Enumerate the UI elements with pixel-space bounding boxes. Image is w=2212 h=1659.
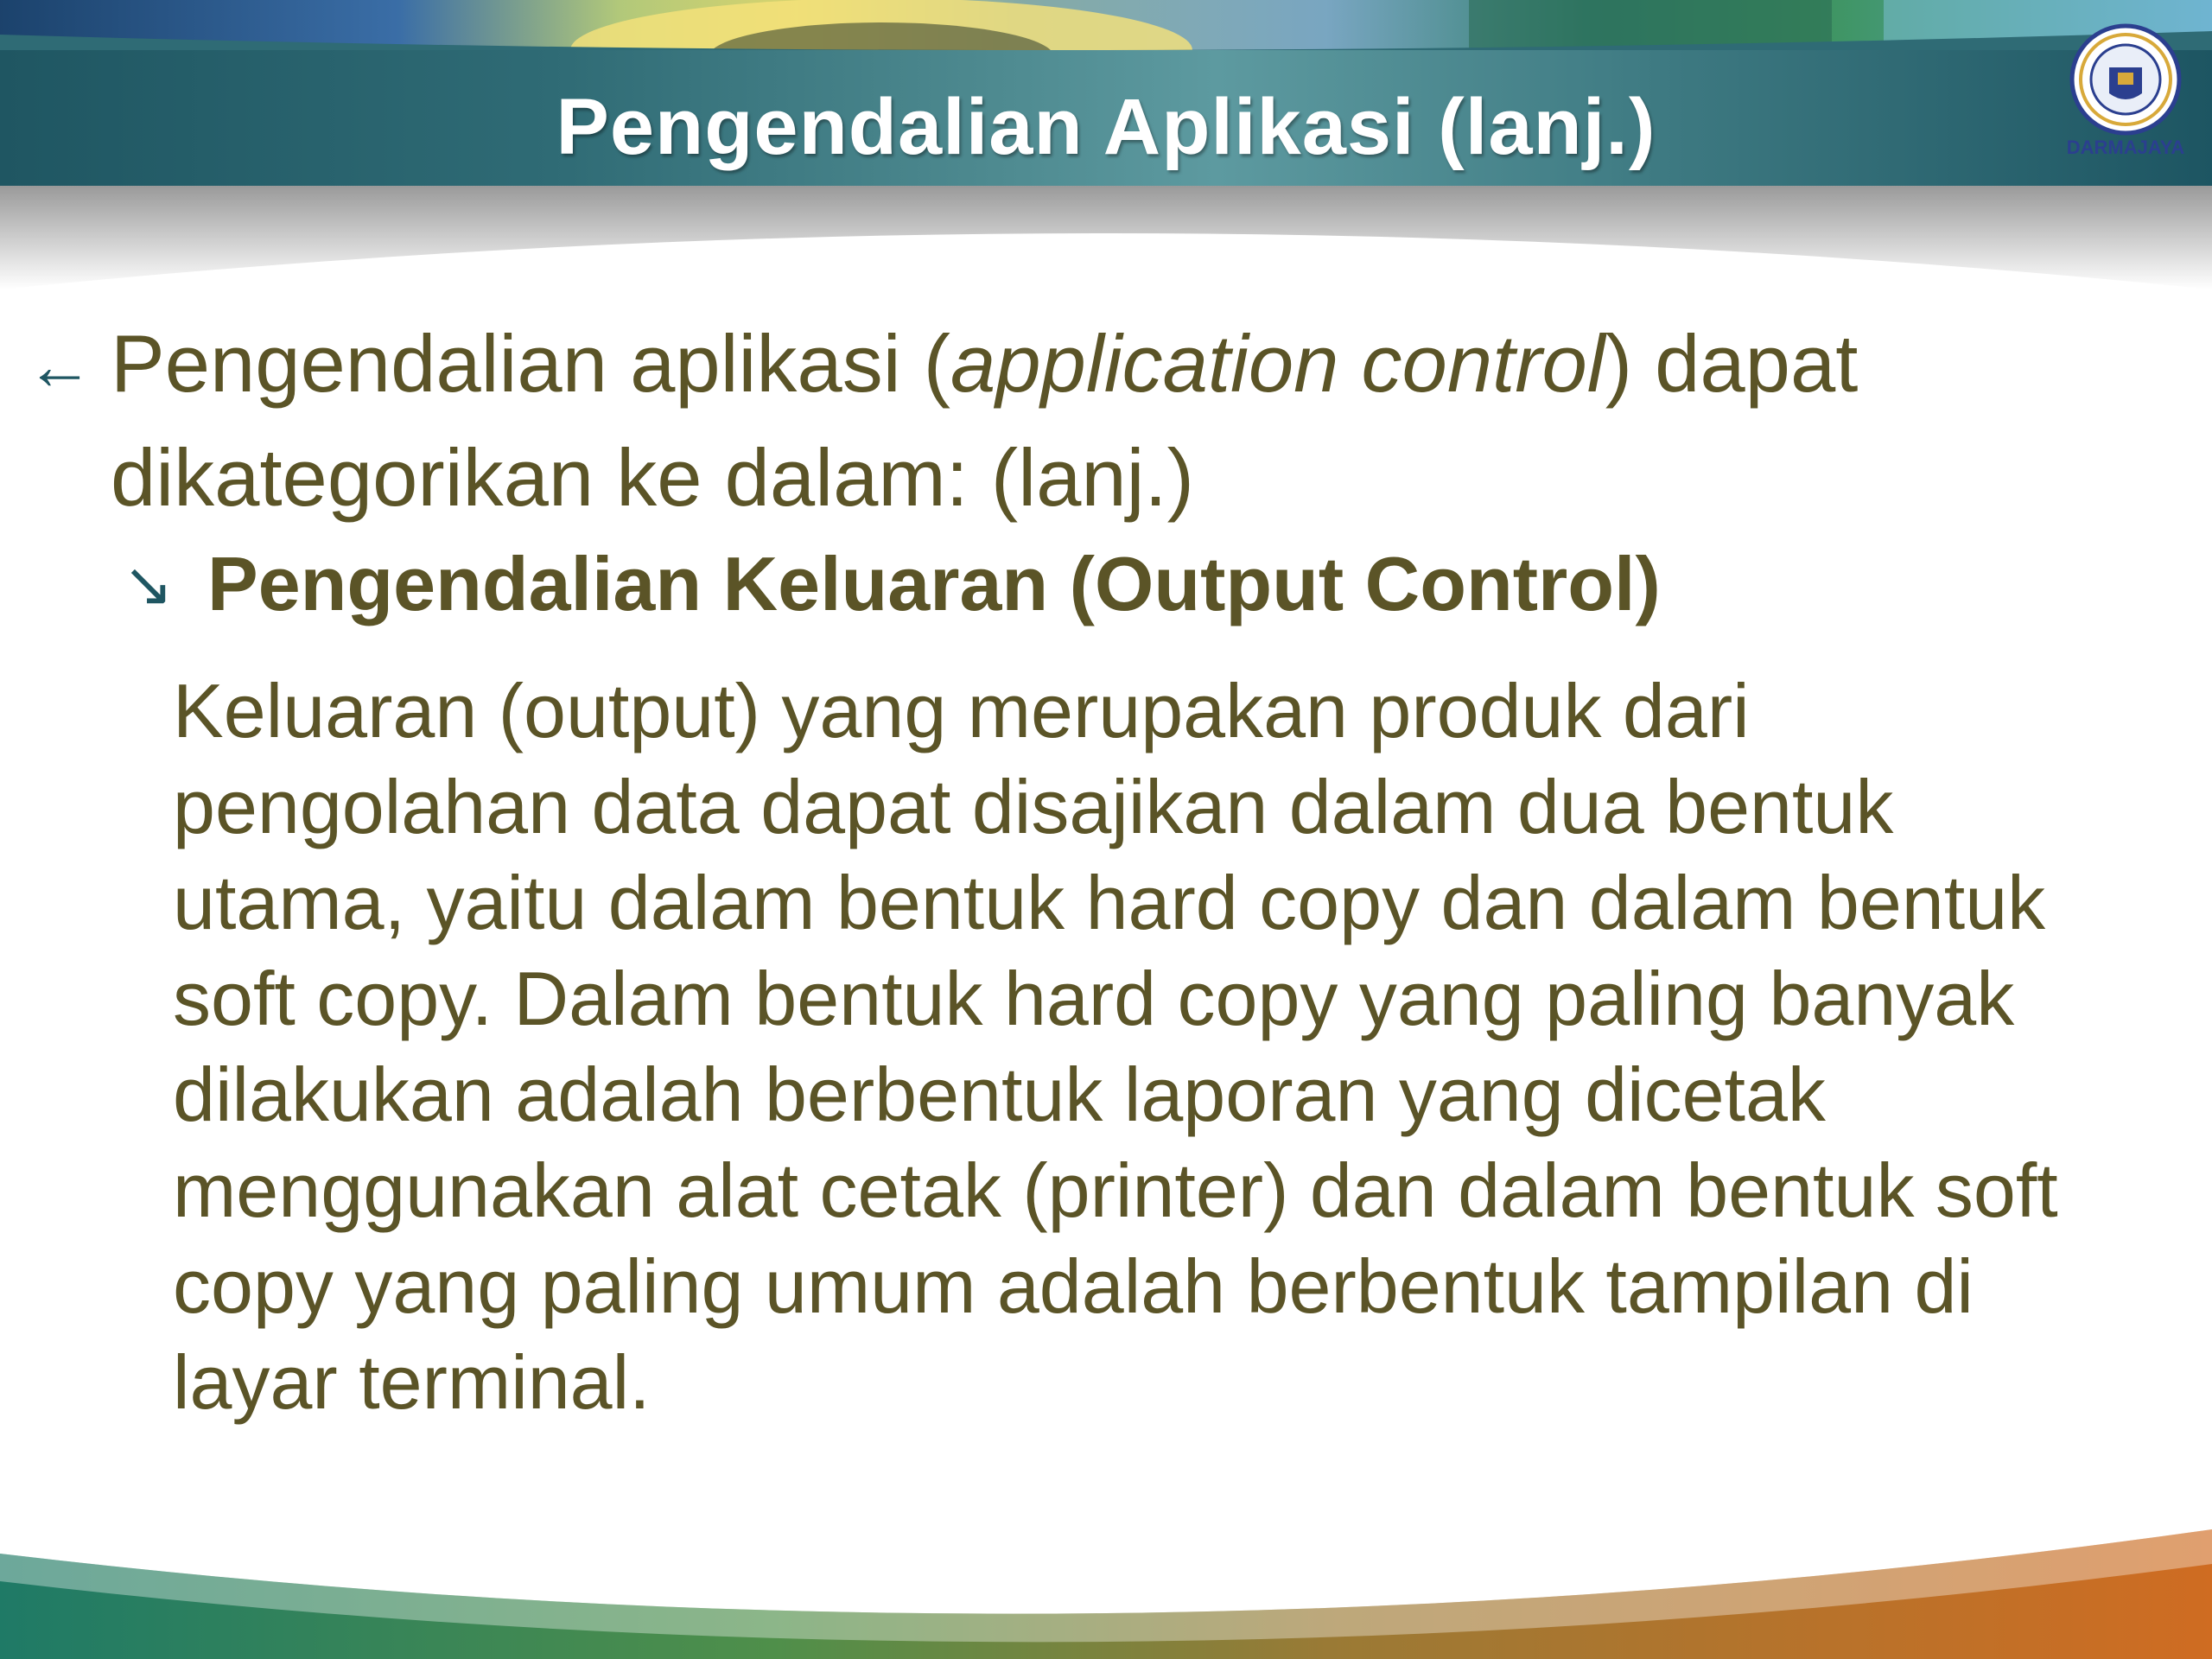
paragraph-line: utama, yaitu dalam bentuk hard copy dan dalam bentuk (173, 860, 2046, 945)
paragraph-line: Keluaran (output) yang merupakan produk dari (173, 668, 1750, 753)
paragraph-line: menggunakan alat cetak (printer) dan dalam bentuk soft (173, 1147, 2058, 1233)
paragraph-line: copy yang paling umum adalah berbentuk tampilan di (173, 1243, 1974, 1329)
paragraph-line: pengolahan data dapat disajikan dalam dua bentuk (173, 764, 1894, 849)
header-photo-strip (0, 0, 2212, 50)
bullet-1-line-2: dikategorikan ke dalam: (lanj.) (111, 432, 1194, 523)
bullet-2-heading: Pengendalian Keluaran (Output Control) (207, 541, 1661, 626)
left-arrow-icon: ← (26, 327, 93, 404)
logo-text: DARMAJAYA (2066, 137, 2185, 158)
bullet-1-text (111, 307, 2081, 535)
down-right-arrow-icon: ↘ (123, 550, 174, 618)
slide-title: Pengendalian Aplikasi (lanj.) (556, 83, 1656, 171)
paragraph-line: soft copy. Dalam bentuk hard copy yang paling banyak (173, 956, 2015, 1041)
header-shade (0, 186, 2212, 307)
bullet-1-italic: application control (950, 318, 1605, 409)
footer-wave (0, 1529, 2212, 1659)
paragraph-line: dilakukan adalah berbentuk laporan yang dicetak (173, 1052, 1826, 1137)
bullet-1-text-before: Pengendalian aplikasi ( (111, 318, 950, 409)
paragraph-line: layar terminal. (173, 1339, 651, 1425)
body-paragraph (173, 663, 2186, 1430)
bullet-1-text-after: ) dapat (1605, 318, 1859, 409)
